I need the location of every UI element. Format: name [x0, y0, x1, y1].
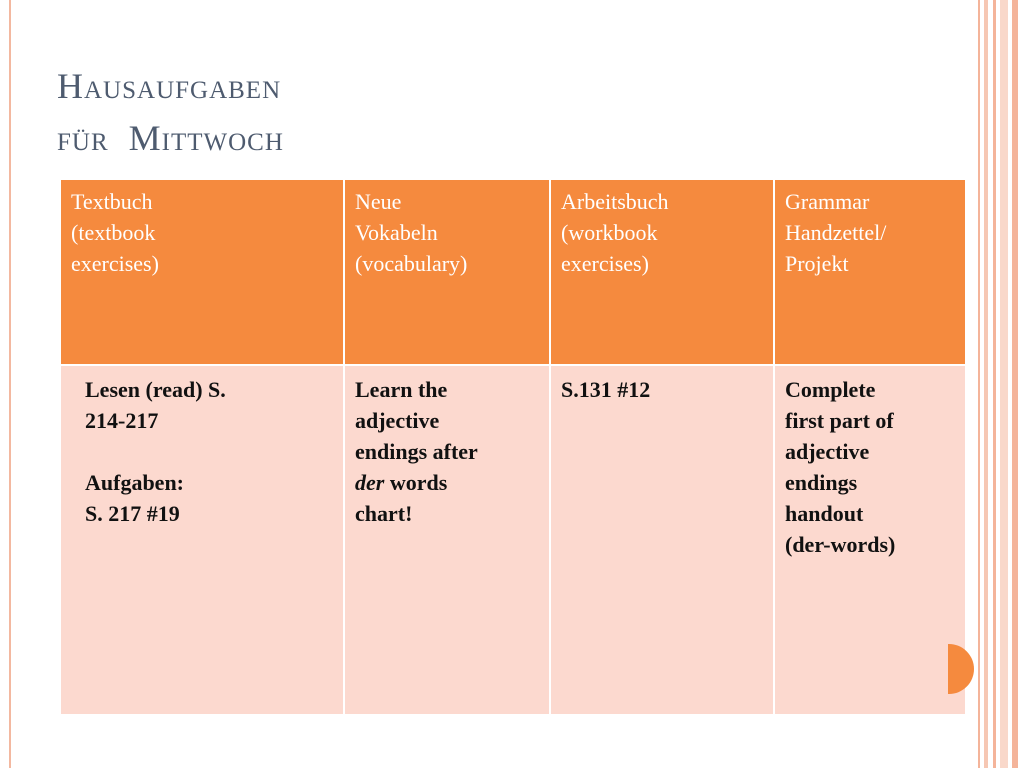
cell-line: adjective	[785, 439, 870, 464]
cell-grammar	[774, 365, 966, 715]
header-vokabeln	[344, 179, 550, 365]
frame-stripe	[984, 0, 988, 768]
header-arbeitsbuch	[550, 179, 774, 365]
cell-line: endings	[785, 470, 858, 495]
header-line: Neue	[355, 189, 402, 214]
slide-title	[57, 60, 284, 164]
cell-spacer	[85, 436, 333, 467]
table-header-row	[60, 179, 966, 365]
header-line: (vocabulary)	[355, 251, 468, 276]
frame-stripe	[978, 0, 980, 768]
title-line-1: Hausaufgaben	[57, 66, 282, 106]
frame-stripe	[993, 0, 996, 768]
header-textbuch	[60, 179, 344, 365]
header-line: Grammar	[785, 189, 870, 214]
cell-line: (der-words)	[785, 532, 896, 557]
header-line: (workbook	[561, 220, 658, 245]
cell-arbeitsbuch	[550, 365, 774, 715]
cell-line: Complete	[785, 377, 876, 402]
header-line: exercises)	[71, 251, 159, 276]
cell-line: S. 217 #19	[85, 501, 180, 526]
cell-textbuch	[60, 365, 344, 715]
decorative-circle	[948, 644, 974, 694]
cell-line: adjective	[355, 408, 440, 433]
header-line: Arbeitsbuch	[561, 189, 669, 214]
frame-line-left	[9, 0, 11, 768]
cell-line: Aufgaben:	[85, 470, 185, 495]
cell-line: Learn the	[355, 377, 448, 402]
cell-line: Lesen (read) S.	[85, 377, 226, 402]
frame-stripe	[1000, 0, 1008, 768]
cell-line: handout	[785, 501, 864, 526]
header-line: Vokabeln	[355, 220, 438, 245]
title-line-2: für Mittwoch	[57, 118, 284, 158]
frame-stripe	[1012, 0, 1018, 768]
cell-line: chart!	[355, 501, 413, 526]
homework-table	[59, 178, 967, 716]
cell-line: S.131 #12	[561, 377, 651, 402]
cell-vokabeln	[344, 365, 550, 715]
emphasis-der: der	[355, 470, 385, 495]
cell-line	[355, 467, 539, 498]
cell-text: words	[384, 470, 448, 495]
header-line: exercises)	[561, 251, 649, 276]
header-line: Projekt	[785, 251, 849, 276]
cell-line: endings after	[355, 439, 478, 464]
header-line: Textbuch	[71, 189, 153, 214]
header-grammar	[774, 179, 966, 365]
table-row	[60, 365, 966, 715]
header-line: (textbook	[71, 220, 156, 245]
cell-line: 214-217	[85, 408, 159, 433]
cell-line: first part of	[785, 408, 894, 433]
header-line: Handzettel/	[785, 220, 887, 245]
